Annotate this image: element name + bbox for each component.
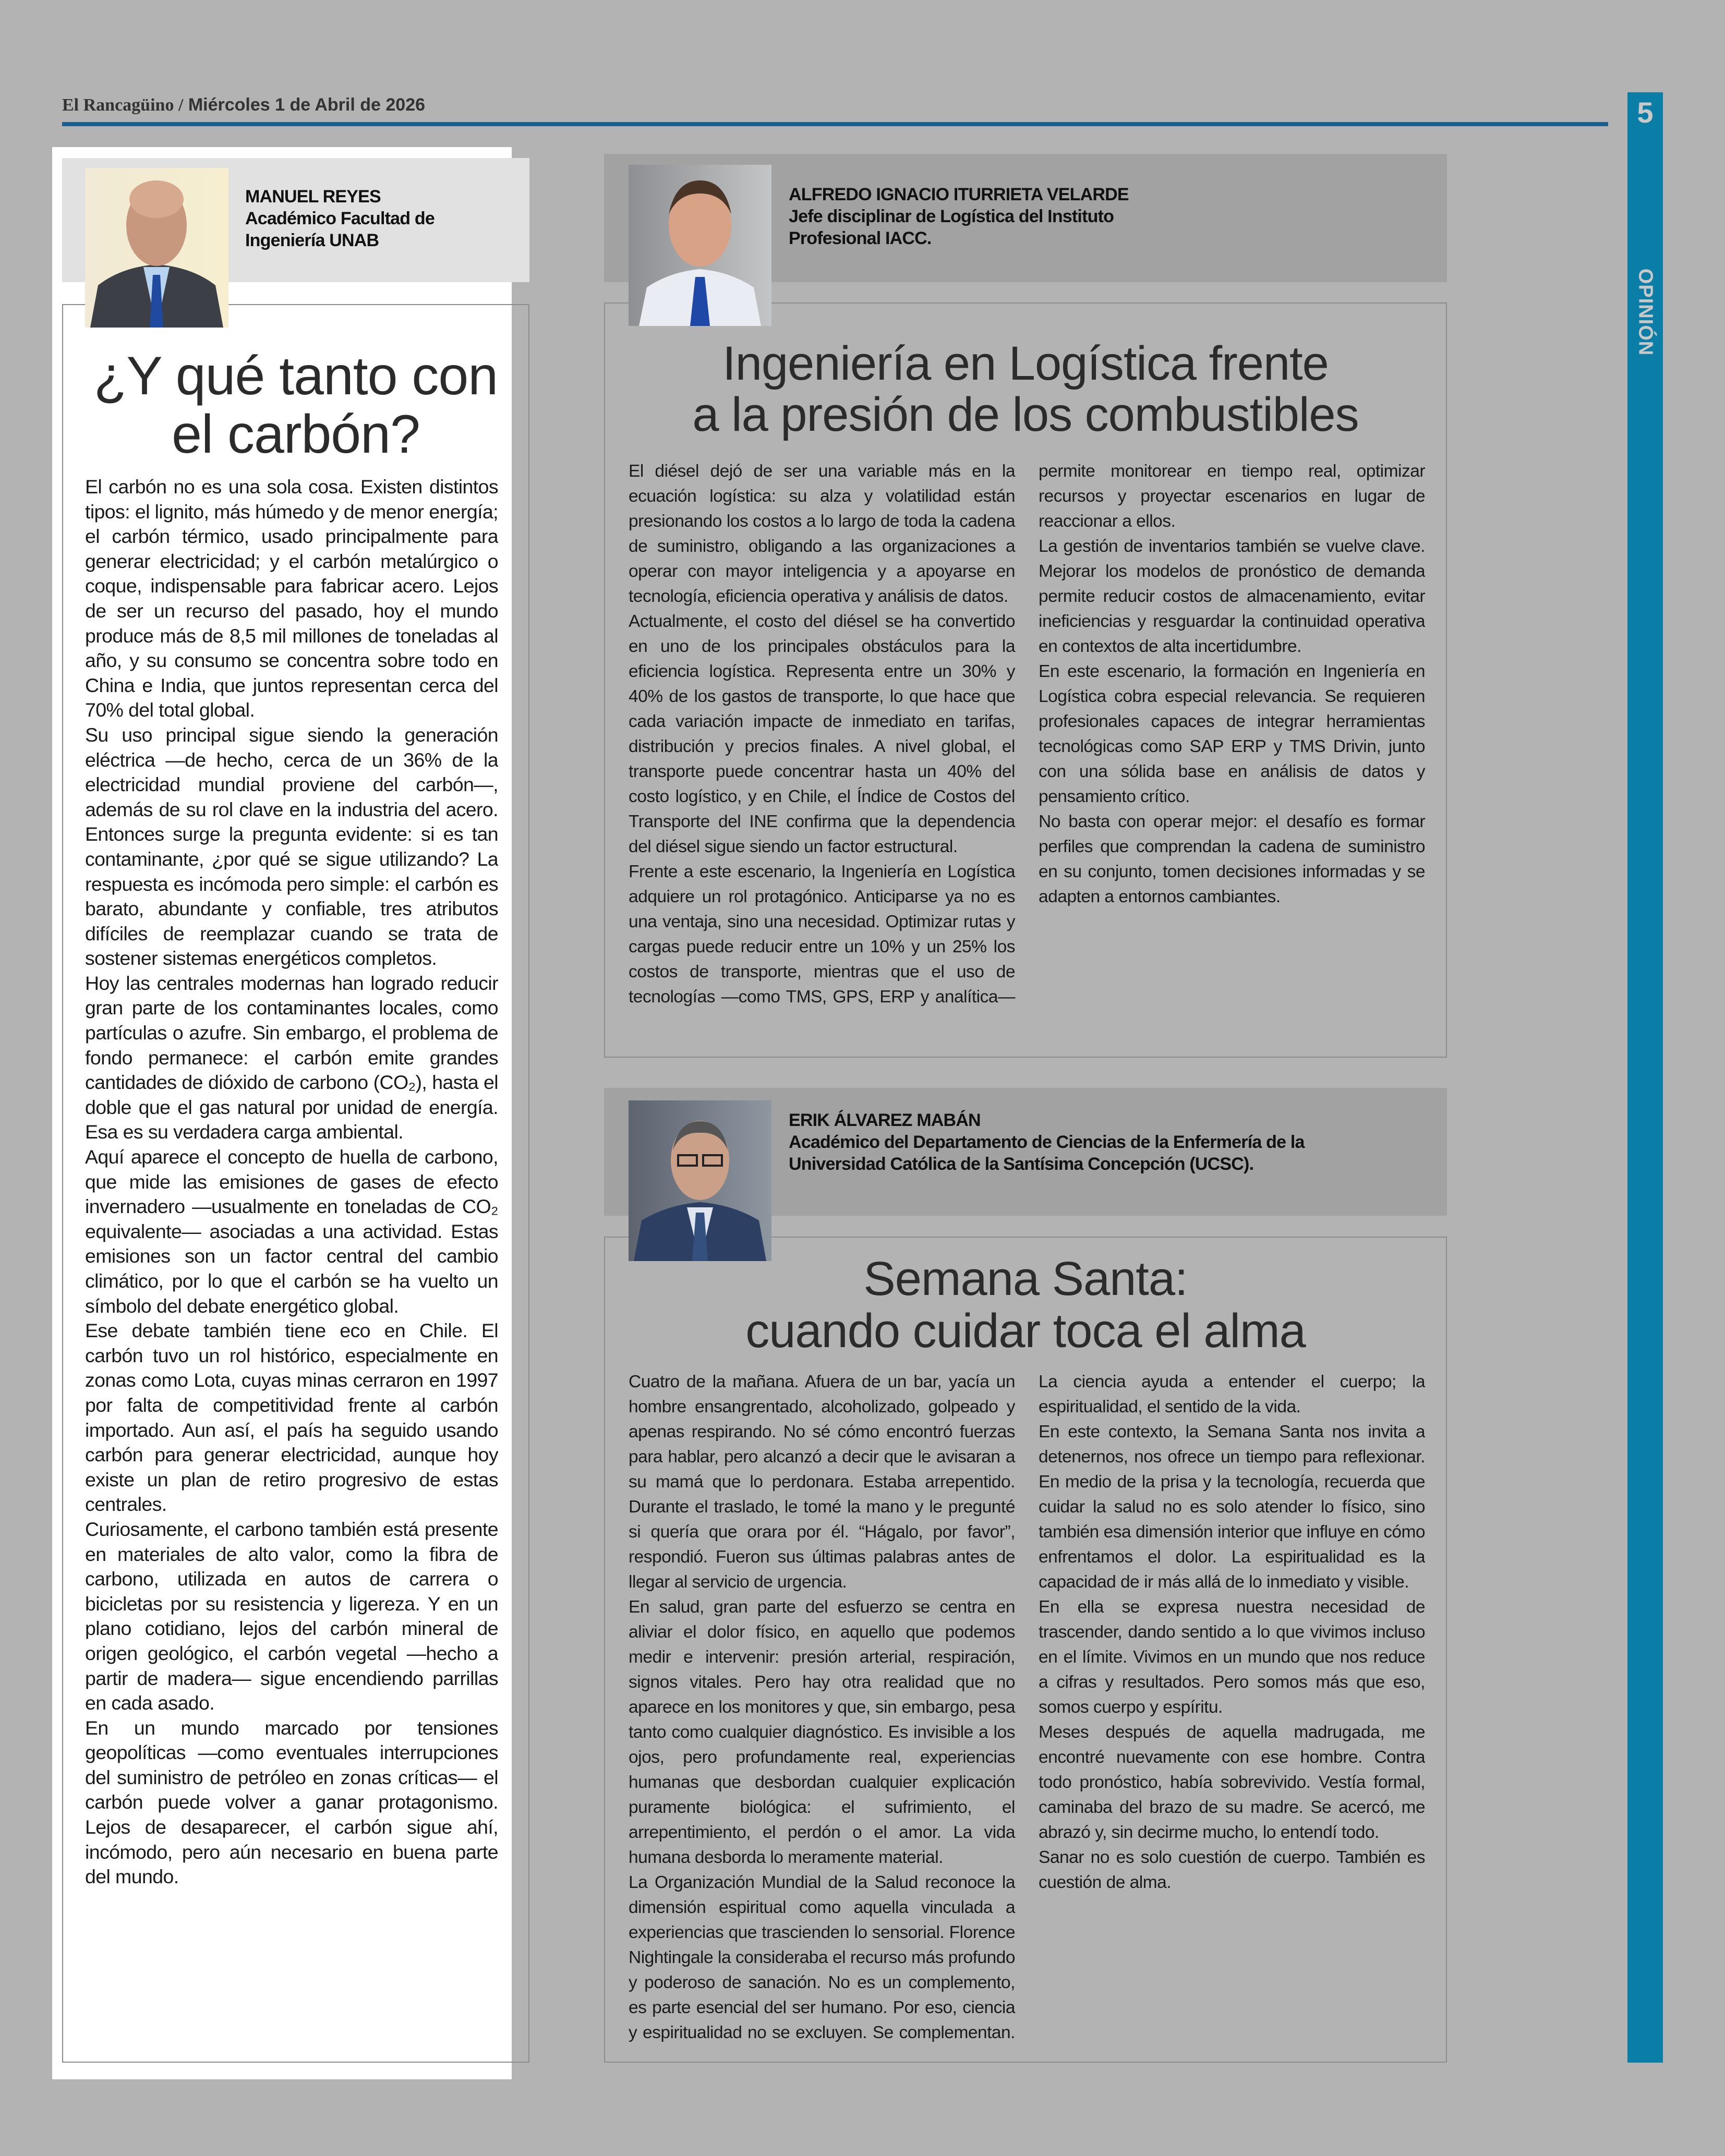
author-role: Académico Facultad de (245, 209, 435, 228)
author-byline-reyes (245, 186, 435, 251)
paragraph: En un mundo marcado por tensiones geopolíticas —como eventuales interrupciones del suministro de petróleo en zonas críticas— el carbón puede volver a ganar protagonismo. Lejos de desaparecer, el carbón sigue ahí, incómodo, pero aún necesario en buena parte del mundo. (85, 1716, 498, 1888)
newspaper-name: El Rancagüino / (62, 95, 184, 115)
author-role: Profesional IACC. (789, 228, 932, 248)
paragraph: Ese debate también tiene eco en Chile. El carbón tuvo un rol histórico, especialmente en zonas como Lota, cuyas minas cerraron en 1997 por falta de competitividad frente al carbón importado. Aun así, el país ha seguido usando carbón para generar electricidad, aunque hoy existe un plan de retiro progresivo de estas centrales. (85, 1319, 498, 1516)
paragraph: Curiosamente, el carbono también está presente en materiales de alto valor, como la fibra de carbono, utilizada en autos de carrera o bicicletas por su resistencia y ligereza. Y en un plano cotidiano, lejos del carbón mineral de origen geológico, el carbón vegetal —hecho a partir de madera— sigue encendiendo parrillas en cada asado. (85, 1518, 498, 1714)
title-line: cuando cuidar toca el alma (745, 1304, 1306, 1358)
article-body (85, 475, 498, 2050)
paragraph: Sanar no es solo cuestión de cuerpo. También es cuestión de alma. (1039, 1848, 1425, 1892)
paragraph: Frente a este escenario, la Ingeniería en Logística adquiere un rol protagónico. Anticiparse ya no es una ventaja, sino una necesidad. Optimizar rutas y cargas puede reducir entre un 10% y un 25% los costos de transporte, mientras que el uso de tecnologías —como TMS, GPS, ERP y analítica— permite monitorear en tiempo real, optimizar recursos y proyectar escenarios en lugar de reaccionar a ellos. (629, 462, 1425, 1007)
author-name: ERIK ÁLVAREZ MABÁN (789, 1110, 981, 1130)
author-byline-iturrieta (789, 184, 1129, 249)
author-role: Ingeniería UNAB (245, 231, 379, 250)
article-title (604, 338, 1447, 440)
section-label: OPINIÓN (1634, 268, 1657, 356)
author-name: MANUEL REYES (245, 187, 381, 207)
paragraph: Hoy las centrales modernas han logrado reducir gran parte de los contaminantes locales, como partículas o azufre. Sin embargo, el problema de fondo permanece: el carbón emite grandes cantidades de dióxido de carbono (CO₂), hasta el doble que el gas natural por unidad de energía. Esa es su verdadera carga ambiental. (85, 972, 498, 1143)
author-role: Universidad Católica de la Santísima Concepción (UCSC). (789, 1154, 1254, 1174)
article-title (604, 1253, 1447, 1357)
paragraph: En este escenario, la formación en Ingeniería en Logística cobra especial relevancia. Se requieren profesionales capaces de integrar herramientas tecnológicas como SAP ERP y TMS Drivin, junto con una sólida base en análisis de datos y pensamiento crítico. (1039, 662, 1425, 806)
paragraph: La Organización Mundial de la Salud reconoce la dimensión espiritual como aquella vinculada a experiencias que trascienden lo sensorial. Florence Nightingale la consideraba el recurso más profundo y poderoso de sanación. No es un complemento, es parte esencial del ser humano. Por eso, ciencia y espiritualidad no se excluyen. Se complementan. La ciencia ayuda a entender el cuerpo; la espiritualidad, el sentido de la vida. (629, 1372, 1425, 2042)
paragraph: Cuatro de la mañana. Afuera de un bar, yacía un hombre ensangrentado, alcoholizado, golpeado y apenas respirando. No sé cómo encontró fuerzas para hablar, pero alcanzó a decir que le avisaran a su mamá que lo perdonara. Estaba arrepentido. Durante el traslado, le tomé la mano y le pregunté si quería que orara por él. “Hágalo, por favor”, respondió. Fueron sus últimas palabras antes de llegar al servicio de urgencia. (629, 1372, 1015, 1592)
paragraph: El carbón no es una sola cosa. Existen distintos tipos: el lignito, más húmedo y de menor energía; el carbón térmico, usado principalmente para generar electricidad; y el carbón metalúrgico o coque, indispensable para fabricar acero. Lejos de ser un recurso del pasado, hoy el mundo produce más de 8,5 mil millones de toneladas al año, y su consumo se concentra sobre todo en China e India, que juntos representan cerca del 70% del total global. (85, 476, 498, 721)
author-role: Académico del Departamento de Ciencias de la Enfermería de la (789, 1132, 1305, 1152)
paragraph: Meses después de aquella madrugada, me encontré nuevamente con ese hombre. Contra todo pronóstico, había sobrevivido. Vestía formal, caminaba del brazo de su madre. Se acercó, me abrazó y, sin decirme mucho, lo entendí todo. (1039, 1723, 1425, 1842)
issue-date: Miércoles 1 de Abril de 2026 (188, 95, 426, 115)
title-line: el carbón? (172, 404, 420, 465)
paragraph: En salud, gran parte del esfuerzo se centra en aliviar el dolor físico, en aquello que podemos medir e intervenir: presión arterial, respiración, signos vitales. Pero hay otra realidad que no aparece en los monitores y que, sin embargo, pesa tanto como cualquier diagnóstico. Es invisible a los ojos, pero profundamente real, experiencias humanas que desbordan cualquier explicación puramente biológica: el sufrimiento, el arrepentimiento, el perdón o el amor. La vida humana desborda lo meramente material. (629, 1597, 1015, 1867)
paragraph: Su uso principal sigue siendo la generación eléctrica —de hecho, cerca de un 36% de la electricidad mundial proviene del carbón—, además de su rol clave en la industria del acero. Entonces surge la pregunta evidente: si es tan contaminante, ¿por qué se sigue utilizando? La respuesta es incómoda pero simple: el carbón es barato, abundante y confiable, tres atributos difíciles de reemplazar cuando se trata de sostener sistemas energéticos completos. (85, 723, 498, 970)
title-line: Semana Santa: (863, 1252, 1188, 1305)
page-number: 5 (1637, 96, 1654, 129)
title-line: Ingeniería en Logística frente (722, 337, 1329, 390)
author-photo-reyes (85, 168, 228, 328)
author-photo-alvarez (629, 1100, 771, 1261)
paragraph: Actualmente, el costo del diésel se ha convertido en uno de los principales obstáculos para la eficiencia logística. Representa entre un 30% y 40% de los gastos de transporte, lo que hace que cada variación impacte de inmediato en tarifas, distribución y precios finales. A nivel global, el transporte puede concentrar hasta un 40% del costo logístico, y en Chile, el Índice de Costos del Transporte del INE confirma que la dependencia del diésel sigue siendo un factor estructural. (629, 612, 1015, 856)
paragraph: El diésel dejó de ser una variable más en la ecuación logística: su alza y volatilidad están presionando los costos a lo largo de toda la cadena de suministro, obligando a las organizaciones a operar con mayor inteligencia y a apoyarse en tecnología, eficiencia operativa y análisis de datos. (629, 462, 1015, 606)
header-rule (62, 122, 1608, 126)
author-byline-alvarez (789, 1109, 1305, 1175)
paragraph: En ella se expresa nuestra necesidad de trascender, dando sentido a lo que vivimos incluso en el límite. Vivimos en un mundo que nos reduce a cifras y resultados. Pero somos más que eso, somos cuerpo y espíritu. (1039, 1597, 1425, 1717)
paragraph: La gestión de inventarios también se vuelve clave. Mejorar los modelos de pronóstico de demanda permite reducir costos de almacenamiento, evitar ineficiencias y resguardar la continuidad operativa en contextos de alta incertidumbre. (1039, 537, 1425, 656)
article-title (62, 347, 529, 464)
title-line: ¿Y qué tanto con (93, 346, 498, 406)
section-sidebar (1627, 92, 1663, 2063)
title-line: a la presión de los combustibles (692, 388, 1359, 441)
paragraph: No basta con operar mejor: el desafío es formar perfiles que comprendan la cadena de suministro en su conjunto, tomen decisiones informadas y se adapten a entornos cambiantes. (1039, 812, 1425, 906)
article-body (629, 459, 1425, 1013)
masthead (62, 95, 425, 115)
author-photo-iturrieta (629, 165, 771, 326)
paragraph: Aquí aparece el concepto de huella de carbono, que mide las emisiones de gases de efecto invernadero —usualmente en toneladas de CO₂ equivalente— asociadas a una actividad. Estas emisiones son un factor central del cambio climático, por lo que el carbón se ha vuelto un símbolo del debate energético global. (85, 1146, 498, 1317)
author-role: Jefe disciplinar de Logística del Instituto (789, 207, 1114, 226)
article-body (629, 1370, 1425, 2048)
paragraph: En este contexto, la Semana Santa nos invita a detenernos, nos ofrece un tiempo para reflexionar. En medio de la prisa y la tecnología, recuerda que cuidar la salud no es solo atender lo físico, sino también esa dimensión interior que influye en cómo enfrentamos el dolor. La espiritualidad es la capacidad de ir más allá de lo inmediato y visible. (1039, 1422, 1425, 1592)
author-name: ALFREDO IGNACIO ITURRIETA VELARDE (789, 185, 1129, 204)
